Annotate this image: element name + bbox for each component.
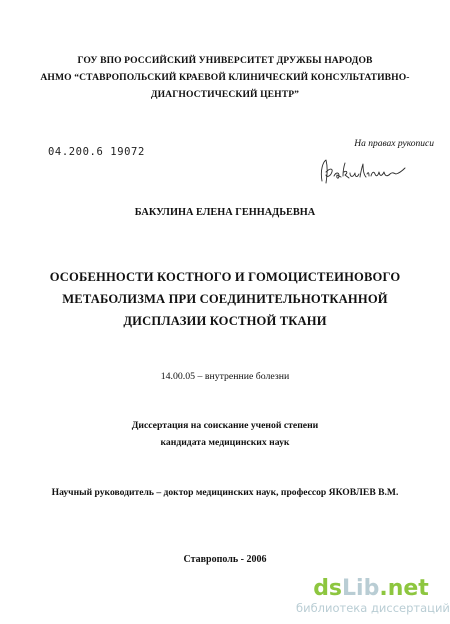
dissertation-title-line-1: ОСОБЕННОСТИ КОСТНОГО И ГОМОЦИСТЕИНОВОГО — [49, 270, 401, 284]
city-year: Ставрополь - 2006 — [183, 554, 267, 565]
degree-line-1: Диссертация на соискание ученой степени — [131, 420, 319, 431]
dslib-watermark — [296, 573, 450, 619]
handwritten-signature — [318, 156, 408, 186]
degree-line-2: кандидата медицинских наук — [160, 437, 290, 448]
inventory-number: 04.200.6 19072 — [48, 146, 145, 158]
scientific-supervisor: Научный руководитель – доктор медицинских наук, профессор ЯКОВЛЕВ В.М. — [51, 487, 399, 498]
watermark-caption: библиотека диссертаций — [296, 601, 450, 615]
organization-name-line-1: АНМО “СТАВРОПОЛЬСКИЙ КРАЕВОЙ КЛИНИЧЕСКИЙ КОНСУЛЬТАТИВНО- — [40, 72, 410, 83]
dslib-logo — [296, 573, 446, 601]
dissertation-title-line-2: МЕТАБОЛИЗМА ПРИ СОЕДИНИТЕЛЬНОТКАННОЙ — [62, 292, 388, 306]
rights-note: На правах рукописи — [354, 139, 434, 149]
specialty-code: 14.00.05 – внутренние болезни — [160, 371, 290, 382]
organization-name-line-2: ДИАГНОСТИЧЕСКИЙ ЦЕНТР” — [150, 89, 300, 100]
author-name: БАКУЛИНА ЕЛЕНА ГЕННАДЬЕВНА — [134, 207, 316, 218]
svg-text:dsLib.net: dsLib.net — [313, 576, 429, 601]
dissertation-title-line-3: ДИСПЛАЗИИ КОСТНОЙ ТКАНИ — [123, 314, 327, 328]
university-name: ГОУ ВПО РОССИЙСКИЙ УНИВЕРСИТЕТ ДРУЖБЫ НАРОДОВ — [77, 55, 373, 66]
